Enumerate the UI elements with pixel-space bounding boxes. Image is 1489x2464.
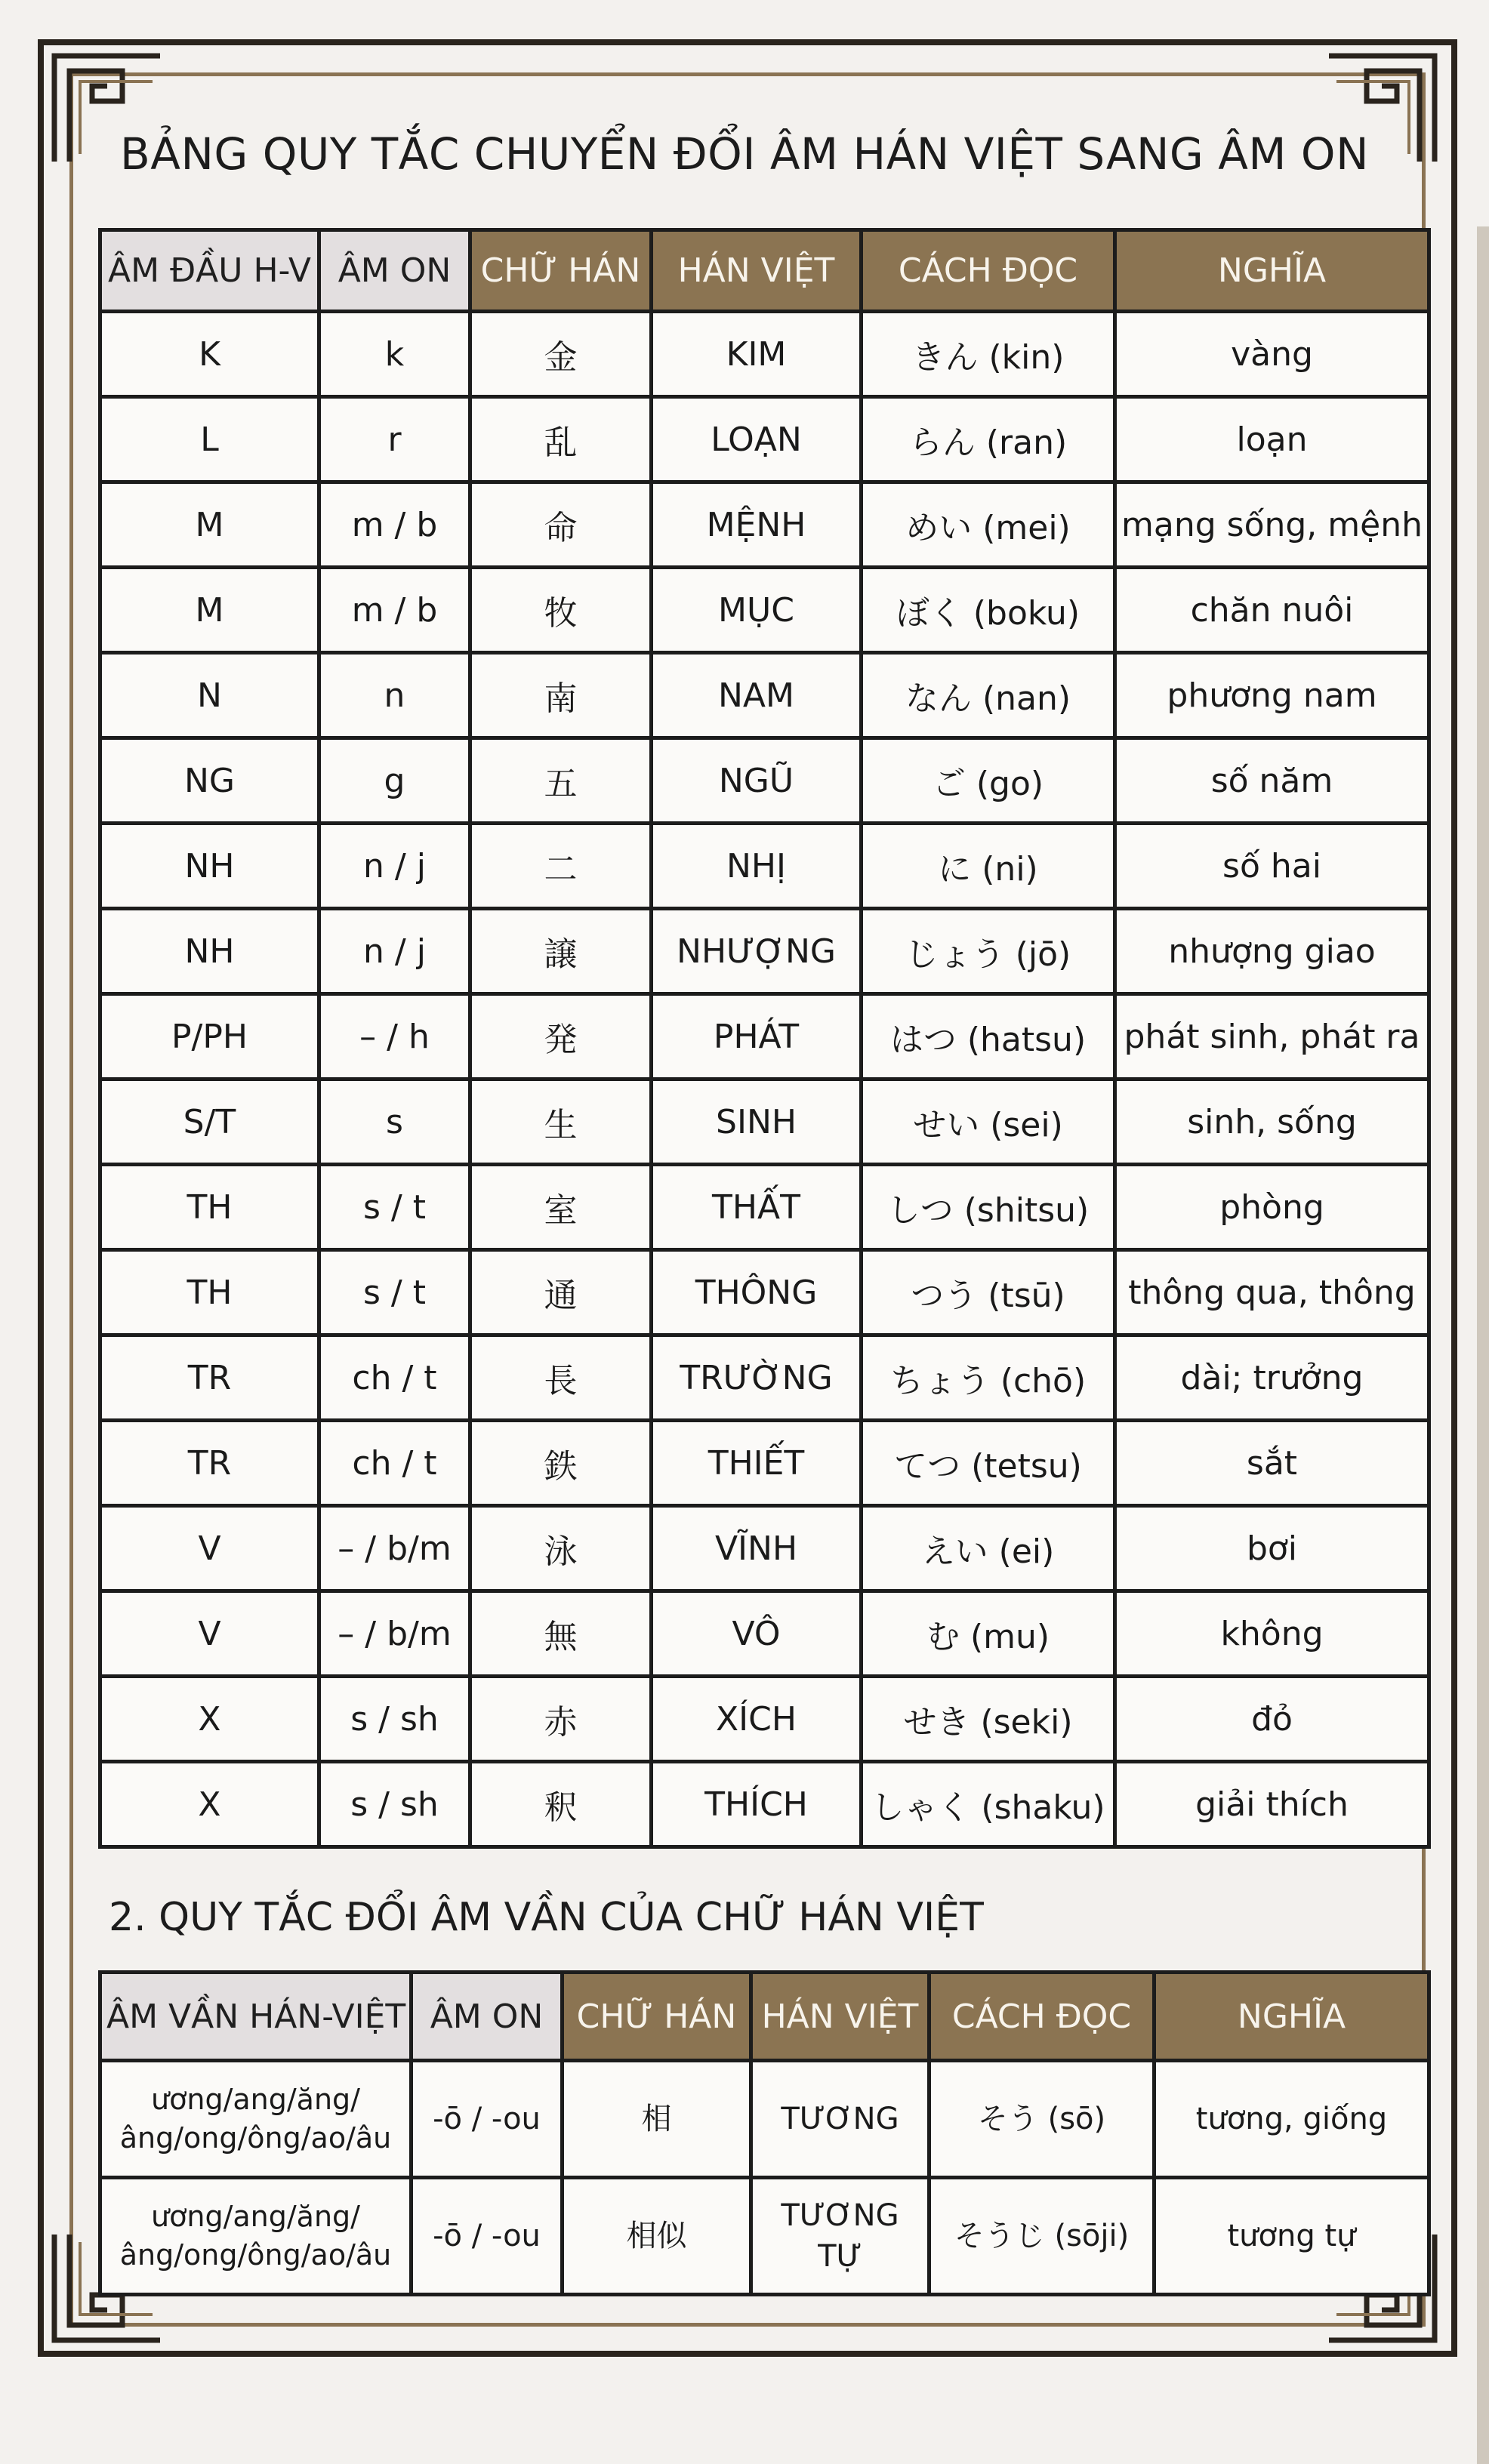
table-row (100, 1165, 1429, 1250)
table-cell: きん (kin) (862, 312, 1115, 397)
table-row (100, 909, 1429, 994)
table-cell: 五 (470, 738, 652, 824)
table-cell: X (100, 1762, 319, 1847)
table-cell: む (mu) (862, 1591, 1115, 1677)
table-cell: P/PH (100, 994, 319, 1080)
table-cell: n / j (319, 824, 470, 909)
table-cell: m / b (319, 568, 470, 653)
table-cell: THẤT (652, 1165, 862, 1250)
table-cell: そうじ (sōji) (929, 2178, 1155, 2295)
table-cell: せい (sei) (862, 1080, 1115, 1165)
table-cell: ương/ang/ăng/ âng/ong/ông/ao/âu (100, 2061, 412, 2178)
table-cell: てつ (tetsu) (862, 1421, 1115, 1506)
table-cell: SINH (652, 1080, 862, 1165)
table-cell: 発 (470, 994, 652, 1080)
table-row (100, 994, 1429, 1080)
column-header: HÁN VIỆT (751, 1973, 929, 2061)
table-cell: ch / t (319, 1421, 470, 1506)
table-cell: NH (100, 909, 319, 994)
table-row (100, 1677, 1429, 1762)
table-cell: そう (sō) (929, 2061, 1155, 2178)
column-header: ÂM ON (319, 230, 470, 312)
table-cell: phòng (1115, 1165, 1429, 1250)
table-cell: X (100, 1677, 319, 1762)
table-cell: r (319, 397, 470, 482)
table-cell: つう (tsū) (862, 1250, 1115, 1335)
table-cell: số năm (1115, 738, 1429, 824)
table-cell: – / b/m (319, 1506, 470, 1591)
table-cell: n (319, 653, 470, 738)
table-cell: NHỊ (652, 824, 862, 909)
table-cell: しゃく (shaku) (862, 1762, 1115, 1847)
table-cell: phương nam (1115, 653, 1429, 738)
column-header: CHỮ HÁN (470, 230, 652, 312)
table-cell: TH (100, 1165, 319, 1250)
table-row (100, 1421, 1429, 1506)
table-cell: dài; trưởng (1115, 1335, 1429, 1421)
table-cell: 乱 (470, 397, 652, 482)
table-cell: THIẾT (652, 1421, 862, 1506)
table-row (100, 653, 1429, 738)
table-cell: TƯƠNG TỰ (751, 2178, 929, 2295)
table-row (100, 2061, 1429, 2178)
table-cell: TH (100, 1250, 319, 1335)
table-cell: THÔNG (652, 1250, 862, 1335)
page-title: BẢNG QUY TẮC CHUYỂN ĐỔI ÂM HÁN VIỆT SANG ÂM ON (120, 128, 1369, 180)
table-cell: TR (100, 1335, 319, 1421)
table-row (100, 738, 1429, 824)
table-row (100, 1506, 1429, 1591)
table-cell: 二 (470, 824, 652, 909)
table-cell: -ō / -ou (412, 2061, 563, 2178)
table-cell: bơi (1115, 1506, 1429, 1591)
table-cell: vàng (1115, 312, 1429, 397)
table-cell: MỤC (652, 568, 862, 653)
table-cell: PHÁT (652, 994, 862, 1080)
table-cell: tương tự (1155, 2178, 1429, 2295)
table-cell: 鉄 (470, 1421, 652, 1506)
table-cell: NG (100, 738, 319, 824)
table-cell: thông qua, thông (1115, 1250, 1429, 1335)
table-cell: s (319, 1080, 470, 1165)
column-header: ÂM ĐẦU H-V (100, 230, 319, 312)
table-cell: ch / t (319, 1335, 470, 1421)
table-row (100, 2178, 1429, 2295)
table-row (100, 1591, 1429, 1677)
table-cell: 譲 (470, 909, 652, 994)
table-cell: MỆNH (652, 482, 862, 568)
table-cell: k (319, 312, 470, 397)
table-cell: sinh, sống (1115, 1080, 1429, 1165)
table-cell: 南 (470, 653, 652, 738)
table-header-row (100, 1973, 1429, 2061)
table-cell: V (100, 1506, 319, 1591)
column-header: ÂM VẦN HÁN-VIỆT (100, 1973, 412, 2061)
table-cell: g (319, 738, 470, 824)
table-cell: TƯƠNG (751, 2061, 929, 2178)
conversion-table-initials (98, 228, 1431, 1849)
page-edge (1477, 226, 1489, 2464)
column-header: CÁCH ĐỌC (929, 1973, 1155, 2061)
table-cell: M (100, 482, 319, 568)
column-header: CÁCH ĐỌC (862, 230, 1115, 312)
table-cell: M (100, 568, 319, 653)
table-cell: S/T (100, 1080, 319, 1165)
table-cell: nhượng giao (1115, 909, 1429, 994)
table-cell: – / h (319, 994, 470, 1080)
table-cell: TRƯỜNG (652, 1335, 862, 1421)
table-cell: ちょう (chō) (862, 1335, 1115, 1421)
table-cell: NAM (652, 653, 862, 738)
table-cell: VÔ (652, 1591, 862, 1677)
table-cell: L (100, 397, 319, 482)
table-cell: KIM (652, 312, 862, 397)
table-cell: NH (100, 824, 319, 909)
table-cell: 通 (470, 1250, 652, 1335)
table-cell: NGŨ (652, 738, 862, 824)
table-cell: không (1115, 1591, 1429, 1677)
table-cell: loạn (1115, 397, 1429, 482)
table-cell: K (100, 312, 319, 397)
column-header: ÂM ON (412, 1973, 563, 2061)
table-cell: 釈 (470, 1762, 652, 1847)
table-cell: THÍCH (652, 1762, 862, 1847)
table-cell: 牧 (470, 568, 652, 653)
table-cell: m / b (319, 482, 470, 568)
table-cell: TR (100, 1421, 319, 1506)
table-row (100, 1762, 1429, 1847)
table-cell: -ō / -ou (412, 2178, 563, 2295)
conversion-table-rhymes (98, 1970, 1431, 2296)
table-cell: 室 (470, 1165, 652, 1250)
table-cell: 相似 (563, 2178, 751, 2295)
table-cell: s / sh (319, 1677, 470, 1762)
table-cell: tương, giống (1155, 2061, 1429, 2178)
table-cell: しつ (shitsu) (862, 1165, 1115, 1250)
table-cell: đỏ (1115, 1677, 1429, 1762)
table-cell: せき (seki) (862, 1677, 1115, 1762)
table-row (100, 312, 1429, 397)
table-cell: らん (ran) (862, 397, 1115, 482)
table-cell: XÍCH (652, 1677, 862, 1762)
column-header: NGHĨA (1115, 230, 1429, 312)
table-cell: n / j (319, 909, 470, 994)
table-cell: ương/ang/ăng/ âng/ong/ông/ao/âu (100, 2178, 412, 2295)
table-cell: 金 (470, 312, 652, 397)
table-cell: はつ (hatsu) (862, 994, 1115, 1080)
table-cell: えい (ei) (862, 1506, 1115, 1591)
table-cell: NHƯỢNG (652, 909, 862, 994)
table-row (100, 568, 1429, 653)
section-heading: 2. QUY TẮC ĐỔI ÂM VẦN CỦA CHỮ HÁN VIỆT (109, 1895, 984, 1940)
table-cell: s / t (319, 1250, 470, 1335)
table-cell: 無 (470, 1591, 652, 1677)
table-cell: – / b/m (319, 1591, 470, 1677)
table-cell: s / t (319, 1165, 470, 1250)
table-cell: số hai (1115, 824, 1429, 909)
table-cell: ぼく (boku) (862, 568, 1115, 653)
table-cell: s / sh (319, 1762, 470, 1847)
table-cell: LOẠN (652, 397, 862, 482)
table-cell: giải thích (1115, 1762, 1429, 1847)
table-cell: 赤 (470, 1677, 652, 1762)
table-cell: sắt (1115, 1421, 1429, 1506)
table-cell: VĨNH (652, 1506, 862, 1591)
table-cell: じょう (jō) (862, 909, 1115, 994)
table-cell: 生 (470, 1080, 652, 1165)
table-cell: ご (go) (862, 738, 1115, 824)
table-cell: なん (nan) (862, 653, 1115, 738)
column-header: HÁN VIỆT (652, 230, 862, 312)
column-header: NGHĨA (1155, 1973, 1429, 2061)
table-row (100, 397, 1429, 482)
table-row (100, 1080, 1429, 1165)
table-row (100, 1250, 1429, 1335)
table-row (100, 1335, 1429, 1421)
table-cell: 相 (563, 2061, 751, 2178)
table-header-row (100, 230, 1429, 312)
table-cell: 長 (470, 1335, 652, 1421)
table-cell: 泳 (470, 1506, 652, 1591)
table-row (100, 482, 1429, 568)
table-cell: N (100, 653, 319, 738)
table-cell: に (ni) (862, 824, 1115, 909)
table-cell: V (100, 1591, 319, 1677)
table-cell: 命 (470, 482, 652, 568)
table-row (100, 824, 1429, 909)
column-header: CHỮ HÁN (563, 1973, 751, 2061)
table-cell: phát sinh, phát ra (1115, 994, 1429, 1080)
table-cell: mạng sống, mệnh (1115, 482, 1429, 568)
table-cell: めい (mei) (862, 482, 1115, 568)
table-cell: chăn nuôi (1115, 568, 1429, 653)
